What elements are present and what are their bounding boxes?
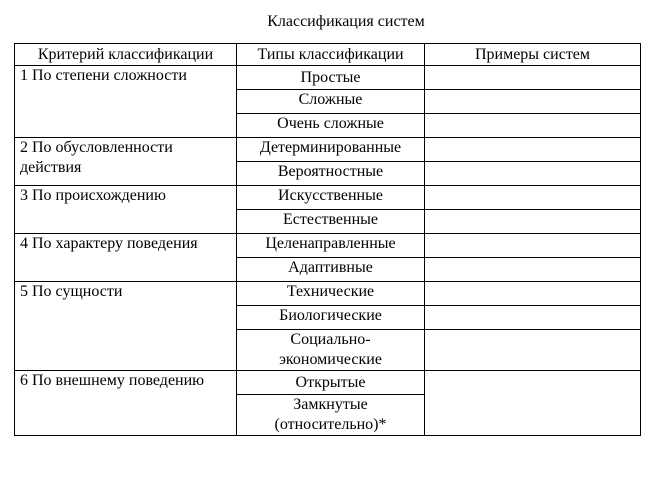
- type-cell: Адаптивные: [237, 258, 425, 282]
- criterion-cell: 2 По обусловленности действия: [15, 138, 237, 186]
- table-row: [15, 282, 641, 306]
- criterion-cell: 3 По происхождению: [15, 186, 237, 234]
- type-cell: Естественные: [237, 210, 425, 234]
- type-cell: Искусственные: [237, 186, 425, 210]
- criterion-cell: 5 По сущности: [15, 282, 237, 371]
- header-criterion: Критерий классификации: [15, 44, 237, 66]
- classification-table: [14, 43, 641, 436]
- example-cell: [425, 282, 641, 306]
- type-cell: Простые: [237, 66, 425, 90]
- type-cell: Вероятностные: [237, 162, 425, 186]
- example-cell: [425, 210, 641, 234]
- type-cell: Целенаправленные: [237, 234, 425, 258]
- type-cell: Технические: [237, 282, 425, 306]
- type-cell: Детерминированные: [237, 138, 425, 162]
- example-cell: [425, 90, 641, 114]
- page-title: Классификация систем: [267, 13, 425, 30]
- example-cell: [425, 371, 641, 436]
- example-cell: [425, 186, 641, 210]
- type-cell: Открытые: [237, 371, 425, 395]
- example-cell: [425, 66, 641, 90]
- table-row: [15, 371, 641, 395]
- table-row: [15, 66, 641, 90]
- criterion-cell: 4 По характеру поведения: [15, 234, 237, 282]
- example-cell: [425, 234, 641, 258]
- type-cell: Очень сложные: [237, 114, 425, 138]
- table-row: [15, 234, 641, 258]
- header-types: Типы классификации: [237, 44, 425, 66]
- type-cell: Сложные: [237, 90, 425, 114]
- table-row: [15, 138, 641, 162]
- header-row: [15, 44, 641, 66]
- type-cell: Замкнутые (относительно)*: [237, 395, 425, 436]
- example-cell: [425, 162, 641, 186]
- header-examples: Примеры систем: [425, 44, 641, 66]
- criterion-cell: 6 По внешнему поведению: [15, 371, 237, 436]
- example-cell: [425, 138, 641, 162]
- example-cell: [425, 306, 641, 330]
- table-row: [15, 186, 641, 210]
- criterion-cell: 1 По степени сложности: [15, 66, 237, 138]
- type-cell: Биологические: [237, 306, 425, 330]
- type-cell: Социально-экономические: [237, 330, 425, 371]
- example-cell: [425, 258, 641, 282]
- example-cell: [425, 330, 641, 371]
- example-cell: [425, 114, 641, 138]
